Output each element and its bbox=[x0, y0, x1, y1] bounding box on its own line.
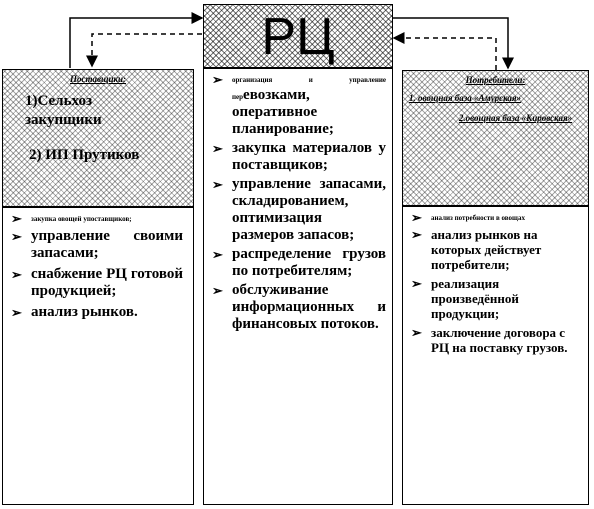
arrow-bullet-icon: ➢ bbox=[212, 283, 223, 298]
consumers-header: Потребители: bbox=[465, 75, 526, 85]
arrow-rc-to-suppliers bbox=[92, 34, 202, 66]
consumers-functions-box bbox=[402, 206, 589, 505]
consumer-function-item: ➢ заключение договора с РЦ на поставку грузов. bbox=[411, 325, 568, 355]
suppliers-header: Поставщики: bbox=[69, 74, 127, 84]
consumer-name: 1. овощная база «Амурская» bbox=[409, 93, 522, 103]
supplier-name: 2) ИП Прутиков bbox=[29, 147, 140, 163]
consumers-functions-list bbox=[405, 210, 582, 355]
arrow-consumers-to-rc bbox=[394, 38, 496, 70]
suppliers-functions-list bbox=[5, 211, 183, 321]
supplier-function-item: ➢ управление своими запасами; bbox=[11, 228, 183, 261]
rc-function-item: перевозками, оперативное планирование; bbox=[232, 87, 334, 137]
rc-functions-list bbox=[206, 72, 386, 333]
supplier-function-item: ➢ анализ рынков. bbox=[11, 304, 138, 320]
consumer-name: 2.овощная база «Кировская» bbox=[458, 113, 573, 123]
rc-function-item: ➢ закупка материалов у поставщиков; bbox=[212, 140, 386, 173]
rc-functions-box bbox=[203, 68, 393, 505]
arrow-suppliers-to-rc bbox=[70, 18, 202, 68]
arrow-bullet-icon: ➢ bbox=[11, 305, 22, 320]
rc-function-item: ➢ организация и управление bbox=[212, 72, 386, 87]
arrow-bullet-icon: ➢ bbox=[212, 72, 223, 87]
arrow-bullet-icon: ➢ bbox=[411, 210, 422, 225]
rc-function-item: ➢ управление запасами, складированием, оптимизация размеров запасов; bbox=[212, 176, 386, 243]
suppliers-header-box bbox=[2, 69, 194, 207]
arrow-rc-to-consumers bbox=[392, 18, 508, 68]
rc-title: РЦ bbox=[261, 8, 335, 66]
consumer-function-item: ➢ анализ рынков на которых действует потребители; bbox=[411, 227, 542, 272]
arrow-bullet-icon: ➢ bbox=[411, 276, 422, 291]
supplier-name: 1)Сельхоз закупщики bbox=[25, 93, 102, 128]
arrow-bullet-icon: ➢ bbox=[212, 177, 223, 192]
arrow-bullet-icon: ➢ bbox=[411, 325, 422, 340]
suppliers-functions-box bbox=[2, 207, 194, 505]
consumer-function-item: ➢ анализ потребности в овощах bbox=[411, 210, 525, 225]
supplier-function-item: ➢ снабжение РЦ готовой продукцией; bbox=[11, 266, 183, 299]
rc-function-item: ➢ распределение грузов по потребителям; bbox=[212, 246, 386, 279]
supplier-function-item: ➢ закупка овощей упоставщиков; bbox=[11, 211, 132, 226]
arrow-bullet-icon: ➢ bbox=[11, 229, 22, 244]
arrow-bullet-icon: ➢ bbox=[411, 227, 422, 242]
rc-function-item: ➢ обслуживание информационных и финансовых потоков. bbox=[212, 282, 386, 332]
consumer-function-item: ➢ реализация произведённой продукции; bbox=[411, 276, 519, 321]
consumers-header-box bbox=[402, 70, 589, 206]
arrow-bullet-icon: ➢ bbox=[11, 267, 22, 282]
rc-header-box bbox=[203, 4, 393, 68]
arrow-bullet-icon: ➢ bbox=[11, 211, 22, 226]
arrow-bullet-icon: ➢ bbox=[212, 247, 223, 262]
arrow-bullet-icon: ➢ bbox=[212, 141, 223, 156]
